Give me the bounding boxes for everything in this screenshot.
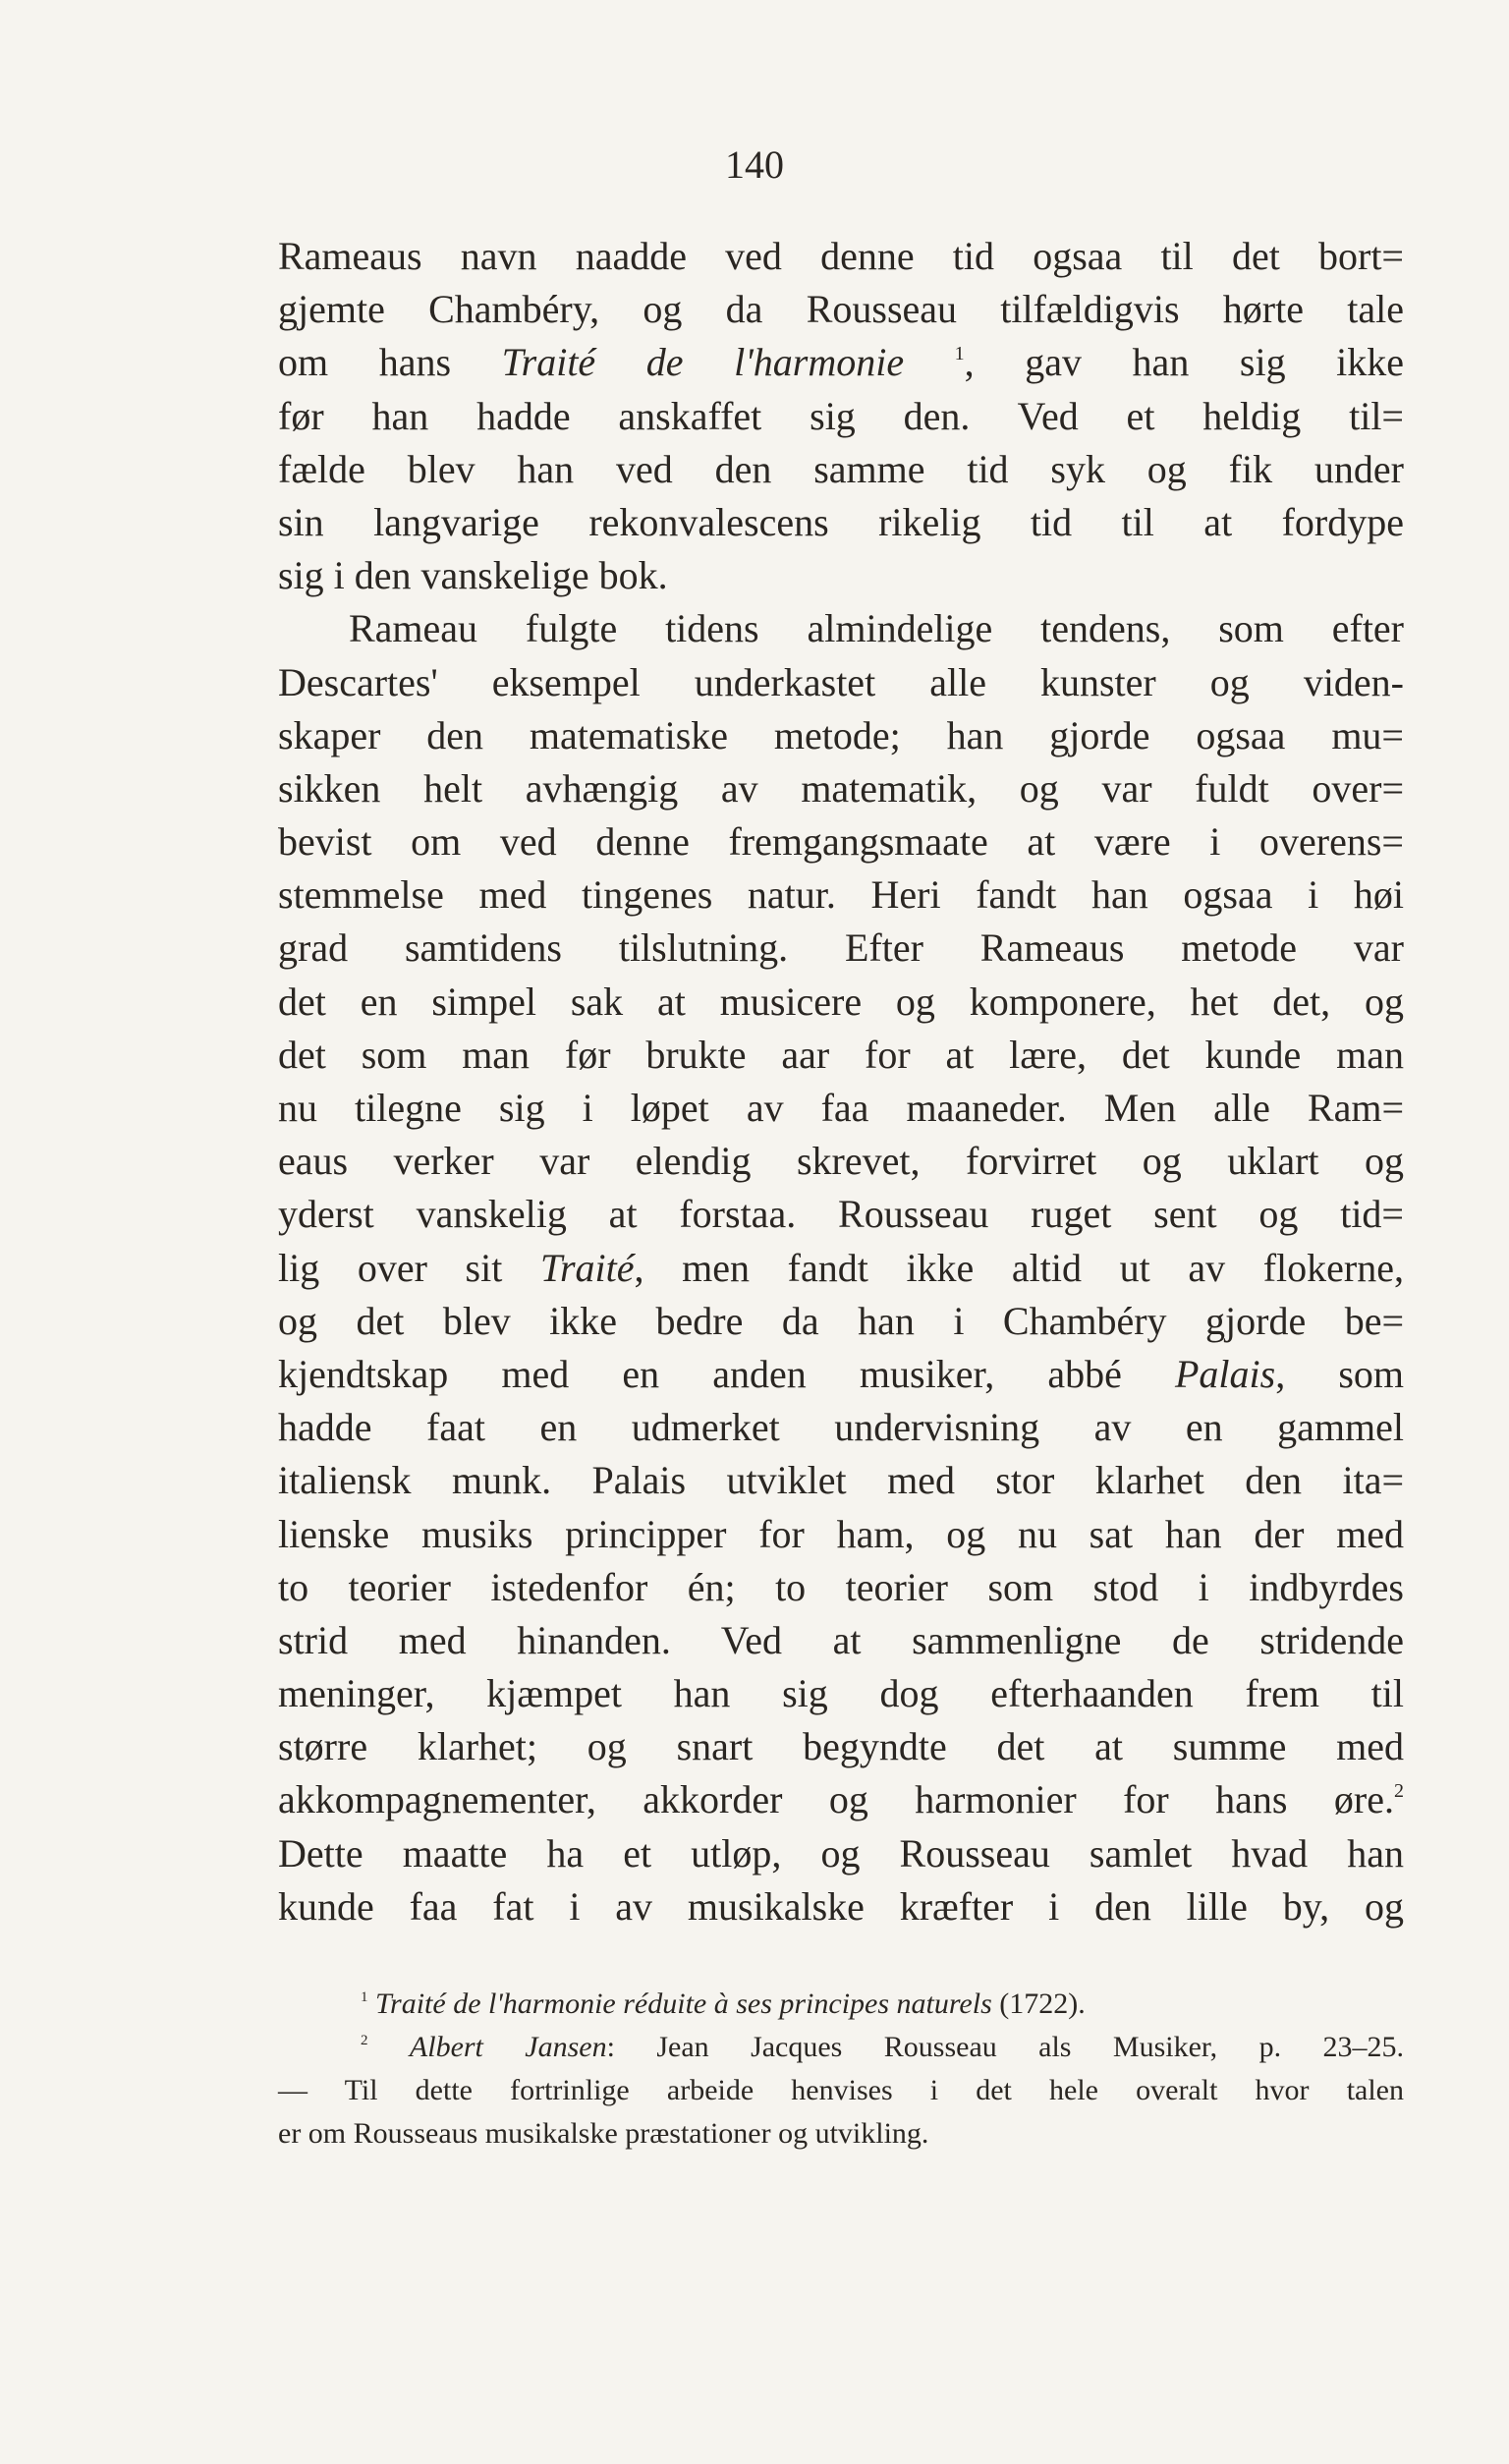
body-line: stemmelse med tingenes natur. Heri fandt han ogsaa i høi	[278, 872, 1404, 918]
body-text	[278, 230, 1404, 1933]
footnotes	[278, 1983, 1404, 2156]
body-line: Dette maatte ha et utløp, og Rousseau samlet hvad han	[278, 1830, 1404, 1876]
body-line: sig i den vanskelige bok.	[278, 553, 668, 598]
body-line: yderst vanskelig at forstaa. Rousseau ruget sent og tid=	[278, 1192, 1404, 1237]
body-line: skaper den matematiske metode; han gjorde ogsaa mu=	[278, 712, 1404, 757]
body-line: hadde faat en udmerket undervisning av en gammel	[278, 1405, 1404, 1450]
body-line: strid med hinanden. Ved at sammenligne de stridende	[278, 1617, 1404, 1662]
body-line: det en simpel sak at musicere og komponere, het det, og	[278, 979, 1404, 1024]
body-line: bevist om ved denne fremgangsmaate at være i overens=	[278, 819, 1404, 865]
body-line: akkompagnementer, akkorder og harmonier for hans øre.$^2$	[278, 1777, 1404, 1822]
body-line: sin langvarige rekonvalescens rikelig tid til at fordype	[278, 499, 1404, 544]
body-line: kjendtskap med en anden musiker, abbé Palais, som	[278, 1351, 1404, 1396]
body-line: eaus verker var elendig skrevet, forvirret og uklart og	[278, 1139, 1404, 1184]
body-line: lienske musiks principper for ham, og nu sat han der med	[278, 1511, 1404, 1556]
body-line: Rameaus navn naadde ved denne tid ogsaa til det bort=	[278, 234, 1404, 278]
body-line: og det blev ikke bedre da han i Chambéry gjorde be=	[278, 1298, 1404, 1343]
footnote-2-continuation: — Til dette fortrinlige arbeide henvises i det hele overalt hvor talen	[278, 2074, 1404, 2106]
body-line: lig over sit Traité, men fandt ikke altid ut av flokerne,	[278, 1245, 1405, 1290]
body-line: to teorier istedenfor én; to teorier som stod i indbyrdes	[278, 1564, 1404, 1609]
body-line: fælde blev han ved den samme tid syk og fik under	[278, 446, 1404, 491]
body-line: om hans Traité de l'harmonie $^1$, gav han sig ikke	[278, 340, 1405, 385]
body-line: grad samtidens tilslutning. Efter Rameaus metode var	[278, 925, 1404, 971]
body-line: Descartes' eksempel underkastet alle kunster og viden-	[278, 659, 1404, 704]
body-line: større klarhet; og snart begyndte det at summe med	[278, 1724, 1404, 1769]
body-line: kunde faa fat i av musikalske kræfter i den lille by, og	[278, 1883, 1404, 1929]
paragraph-start: Rameau fulgte tidens almindelige tendens, som efter	[349, 606, 1404, 651]
footnote-2: $^2$ Albert Jansen: Jean Jacques Rousseau als Musiker, p. 23–25.	[361, 2031, 1404, 2063]
body-line: meninger, kjæmpet han sig dog efterhaanden frem til	[278, 1671, 1404, 1716]
body-line: italiensk munk. Palais utviklet med stor klarhet den ita=	[278, 1458, 1404, 1503]
body-line: det som man før brukte aar for at lære, det kunde man	[278, 1032, 1404, 1077]
footnote-1: $^1$ Traité de l'harmonie réduite à ses principes naturels (1722).	[361, 1988, 1086, 2020]
body-line: nu tilegne sig i løpet av faa maaneder. Men alle Ram=	[278, 1086, 1404, 1130]
body-line: sikken helt avhængig av matematik, og var fuldt over=	[278, 765, 1404, 811]
body-line: før han hadde anskaffet sig den. Ved et heldig til=	[278, 393, 1404, 438]
page-number: 140	[725, 142, 784, 187]
body-line: gjemte Chambéry, og da Rousseau tilfældigvis hørte tale	[278, 287, 1404, 332]
footnote-2-continuation: er om Rousseaus musikalske præstationer og utvikling.	[278, 2117, 929, 2150]
